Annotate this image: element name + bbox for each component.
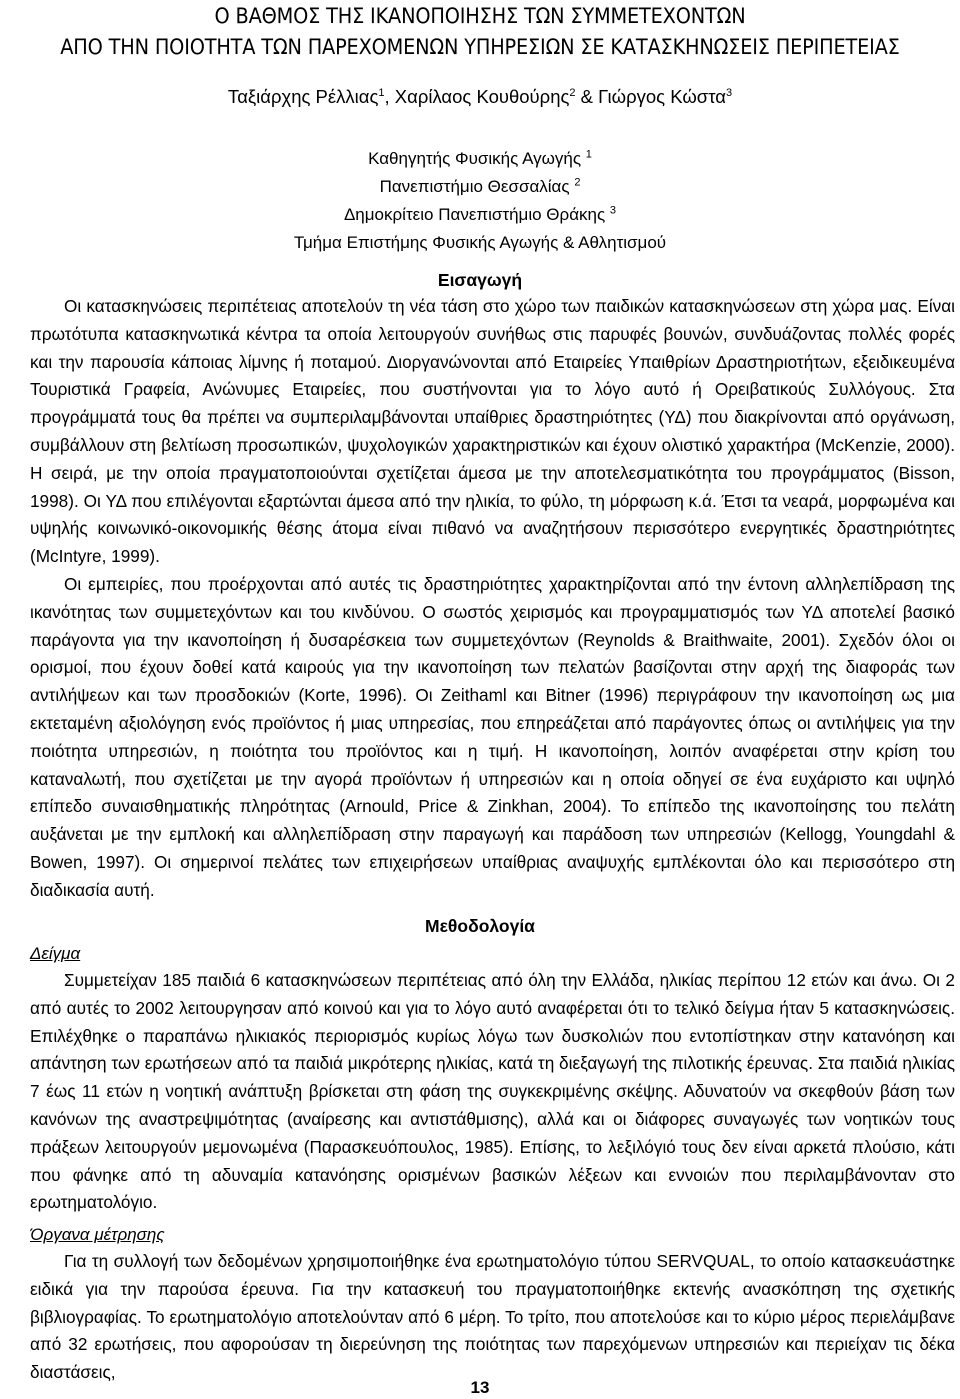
affiliation-text-1: Καθηγητής Φυσικής Αγωγής xyxy=(368,149,582,168)
author-1: Ταξιάρχης Ρέλλιας xyxy=(227,86,379,107)
instrument-paragraph: Για τη συλλογή των δεδομένων χρησιμοποιήθηκε ένα ερωτηματολόγιο τύπου SERVQUAL, το οποίο κατασκευάστηκε ειδικά για την παρούσα έρευνα. Για την κατασκευή του πραγματοποιήθηκε εκτενής ανασκόπηση της σχετικής βιβλιογραφίας. Το ερωτηματολόγιο αποτελούνταν από 6 μέρη. Το τρίτο, που αποτελούσε και το κύριο μέρος περιελάμβανε από 32 ερωτήσεις, που αφορούσαν τη διερεύνηση της ποιότητας των παρεχόμενων υπηρεσιών και περιείχαν τις δέκα διαστάσεις, xyxy=(30,1251,955,1383)
author-1-affil: 1 xyxy=(378,86,385,99)
affiliation-sup-2: 2 xyxy=(574,176,581,189)
title-line-2: ΑΠΟ ΤΗΝ ΠΟΙΟΤΗΤΑ ΤΩΝ ΠΑΡΕΧΟΜΕΝΩΝ ΥΠΗΡΕΣΙΩΝ ΣΕ ΚΑΤΑΣΚΗΝΩΣΕΙΣ ΠΕΡΙΠΕΤΕΙΑΣ xyxy=(60,35,900,59)
sample-paragraph: Συμμετείχαν 185 παιδιά 6 κατασκηνώσεων περιπέτειας από όλη την Ελλάδα, ηλικίας περίπου 12 ετών και άνω. Οι 2 από αυτές το 2002 λειτουργησαν από κοινού και για το λόγο αυτό αναφέρεται ότι το τελικό δείγμα ήταν 5 κατασκηνώσεις. Επιλέχθηκε ο παραπάνω ηλικιακός περιορισμός κυρίως λόγω των δυσκολιών που εντοπίστηκαν στην κατανόηση και απάντηση των ερωτήσεων από τα παιδιά μικρότερης ηλικίας, κατά τη διεξαγωγή της πιλοτικής έρευνας. Στα παιδιά ηλικίας 7 έως 11 ετών η νοητική ανάπτυξη βρίσκεται στη φάση της συγκεκριμένης σκέψης. Αδυνατούν να σκεφθούν βάση των κανόνων της αναστρεψιμότητας (αναίρεσης και αντιστάθμισης), αλλά και οι διάφορες συναγωγές των νοητικών τους πράξεων λειτουργούν μεμονωμένα (Παρασκευόπουλος, 1985). Επίσης, το λεξιλόγιό τους δεν είναι αρκετά πλούσιο, κάτι που φάνηκε από τη αδυναμία κατανόησης ορισμένων βασικών λέξεων και εννοιών που περιλαμβάνονταν στο ερωτηματολόγιο. xyxy=(30,970,955,1213)
affiliation-line-2 xyxy=(0,173,960,201)
intro-paragraph-2: Οι εμπειρίες, που προέρχονται από αυτές τις δραστηριότητες χαρακτηρίζονται από την έντονη αλληλεπίδραση της ικανότητας των συμμετεχόντων και του κινδύνου. Ο σωστός χειρισμός και προγραμματισμός των ΥΔ αποτελεί βασικό παράγοντα για την ικανοποίηση ή δυσαρέσκεια των συμμετεχόντων (Reynolds & Braithwaite, 2001). Σχεδόν όλοι οι ορισμοί, που έχουν δοθεί κατά καιρούς για την ικανοποίηση των πελατών βασίζονται στην αρχή της διαφοράς των αντιλήψεων και των προσδοκιών (Korte, 1996). Οι Zeithaml και Bitner (1996) περιγράφουν την ικανοποίηση ως μια εκτεταμένη αξιολόγηση ενός προϊόντος ή μιας υπηρεσίας, που επηρεάζεται από παράγοντες όπως οι αντιλήψεις για την ποιότητα υπηρεσιών, η ποιότητα του προϊόντος και η τιμή. Η ικανοποίηση, λοιπόν αναφέρεται στην κρίση του καταναλωτή, που σχετίζεται με την αγορά προϊόντων ή υπηρεσιών και η οποία οδηγεί σε ένα ευχάριστο και υψηλό επίπεδο συναισθηματικής πληρότητας (Arnould, Price & Zinkhan, 2004). Το επίπεδο της ικανοποίησης του πελάτη αυξάνεται με την εμπλοκή και αλληλεπίδραση στην παραγωγή και παράδοση των υπηρεσιών (Kellogg, Youngdahl & Bowen, 1997). Οι σημερινοί πελάτες των επιχειρήσεων υπαίθριας αναψυχής εμπλέκονται όλο και περισσότερο στη διαδικασία αυτή. xyxy=(30,573,955,900)
affiliation-line-1 xyxy=(0,145,960,173)
instrument-body xyxy=(30,1248,955,1387)
intro-heading: Εισαγωγή xyxy=(437,270,523,290)
author-2: , Χαρίλαος Κουθούρης xyxy=(384,86,570,107)
method-heading: Μεθοδολογία xyxy=(425,916,535,936)
author-3: & Γιώργος Κώστα xyxy=(575,86,726,107)
intro-body xyxy=(30,293,955,905)
affiliation-sup-3: 3 xyxy=(609,204,617,217)
affiliation-text-2: Πανεπιστήμιο Θεσσαλίας xyxy=(379,177,570,196)
affiliation-line-4: Τμήμα Επιστήμης Φυσικής Αγωγής & Αθλητισμού xyxy=(293,233,667,252)
author-2-affil: 2 xyxy=(569,86,576,99)
intro-paragraph-1: Οι κατασκηνώσεις περιπέτειας αποτελούν τη νέα τάση στο χώρο των παιδικών κατασκηνώσεων στη χώρα μας. Είναι πρωτότυπα κατασκηνωτικά κέντρα τα οποία λειτουργούν συνήθως στις παρυφές βουνών, συνδυάζοντας πολλές φορές και την παρουσία κάποιας λίμνης ή ποταμού. Διοργανώνονται από Εταιρείες Υπαιθρίων Δραστηριοτήτων, εξειδικευμένα Τουριστικά Γραφεία, Ανώνυμες Εταιρείες, που συστήνονται για το λόγο αυτό ή Ορειβατικούς Συλλόγους. Στα προγράμματά τους θα πρέπει να συμπεριλαμβάνονται υπαίθριες δραστηριότητες (ΥΔ) που διακρίνονται από οργάνωση, συμβάλλουν στη βελτίωση προσωπικών, ψυχολογικών χαρακτηριστικών και έχουν ολιστικό χαρακτήρα (McKenzie, 2000). Η σειρά, με την οποία πραγματοποιούνται σχετίζεται άμεσα με την αποτελεσματικότητα του προγράμματος (Bisson, 1998). Οι ΥΔ που επιλέγονται εξαρτώνται άμεσα από την ηλικία, το φύλο, τη μόρφωση κ.ά. Έτσι τα νεαρά, μορφωμένα και υψηλής κοινωνικό-οικονομικής θέσης άτομα είναι πιθανό να αναζητήσουν περισσότερο ενεργητικές δραστηριότητες (McIntyre, 1999). xyxy=(30,296,955,567)
page-number: 13 xyxy=(470,1378,490,1397)
instrument-heading: Όργανα μέτρησης xyxy=(30,1225,165,1244)
affiliations xyxy=(0,145,960,257)
affiliation-sup-1: 1 xyxy=(585,148,592,161)
sample-heading: Δείγμα xyxy=(30,944,81,963)
affiliation-text-3: Δημοκρίτειο Πανεπιστήμιο Θράκης xyxy=(343,205,606,224)
author-3-affil: 3 xyxy=(725,86,733,99)
author-list xyxy=(0,86,960,108)
sample-body xyxy=(30,967,955,1217)
affiliation-line-3 xyxy=(0,201,960,229)
title-line-1: Ο ΒΑΘΜΟΣ ΤΗΣ ΙΚΑΝΟΠΟΙΗΣΗΣ ΤΩΝ ΣΥΜΜΕΤΕΧΟΝΤΩΝ xyxy=(214,4,746,28)
